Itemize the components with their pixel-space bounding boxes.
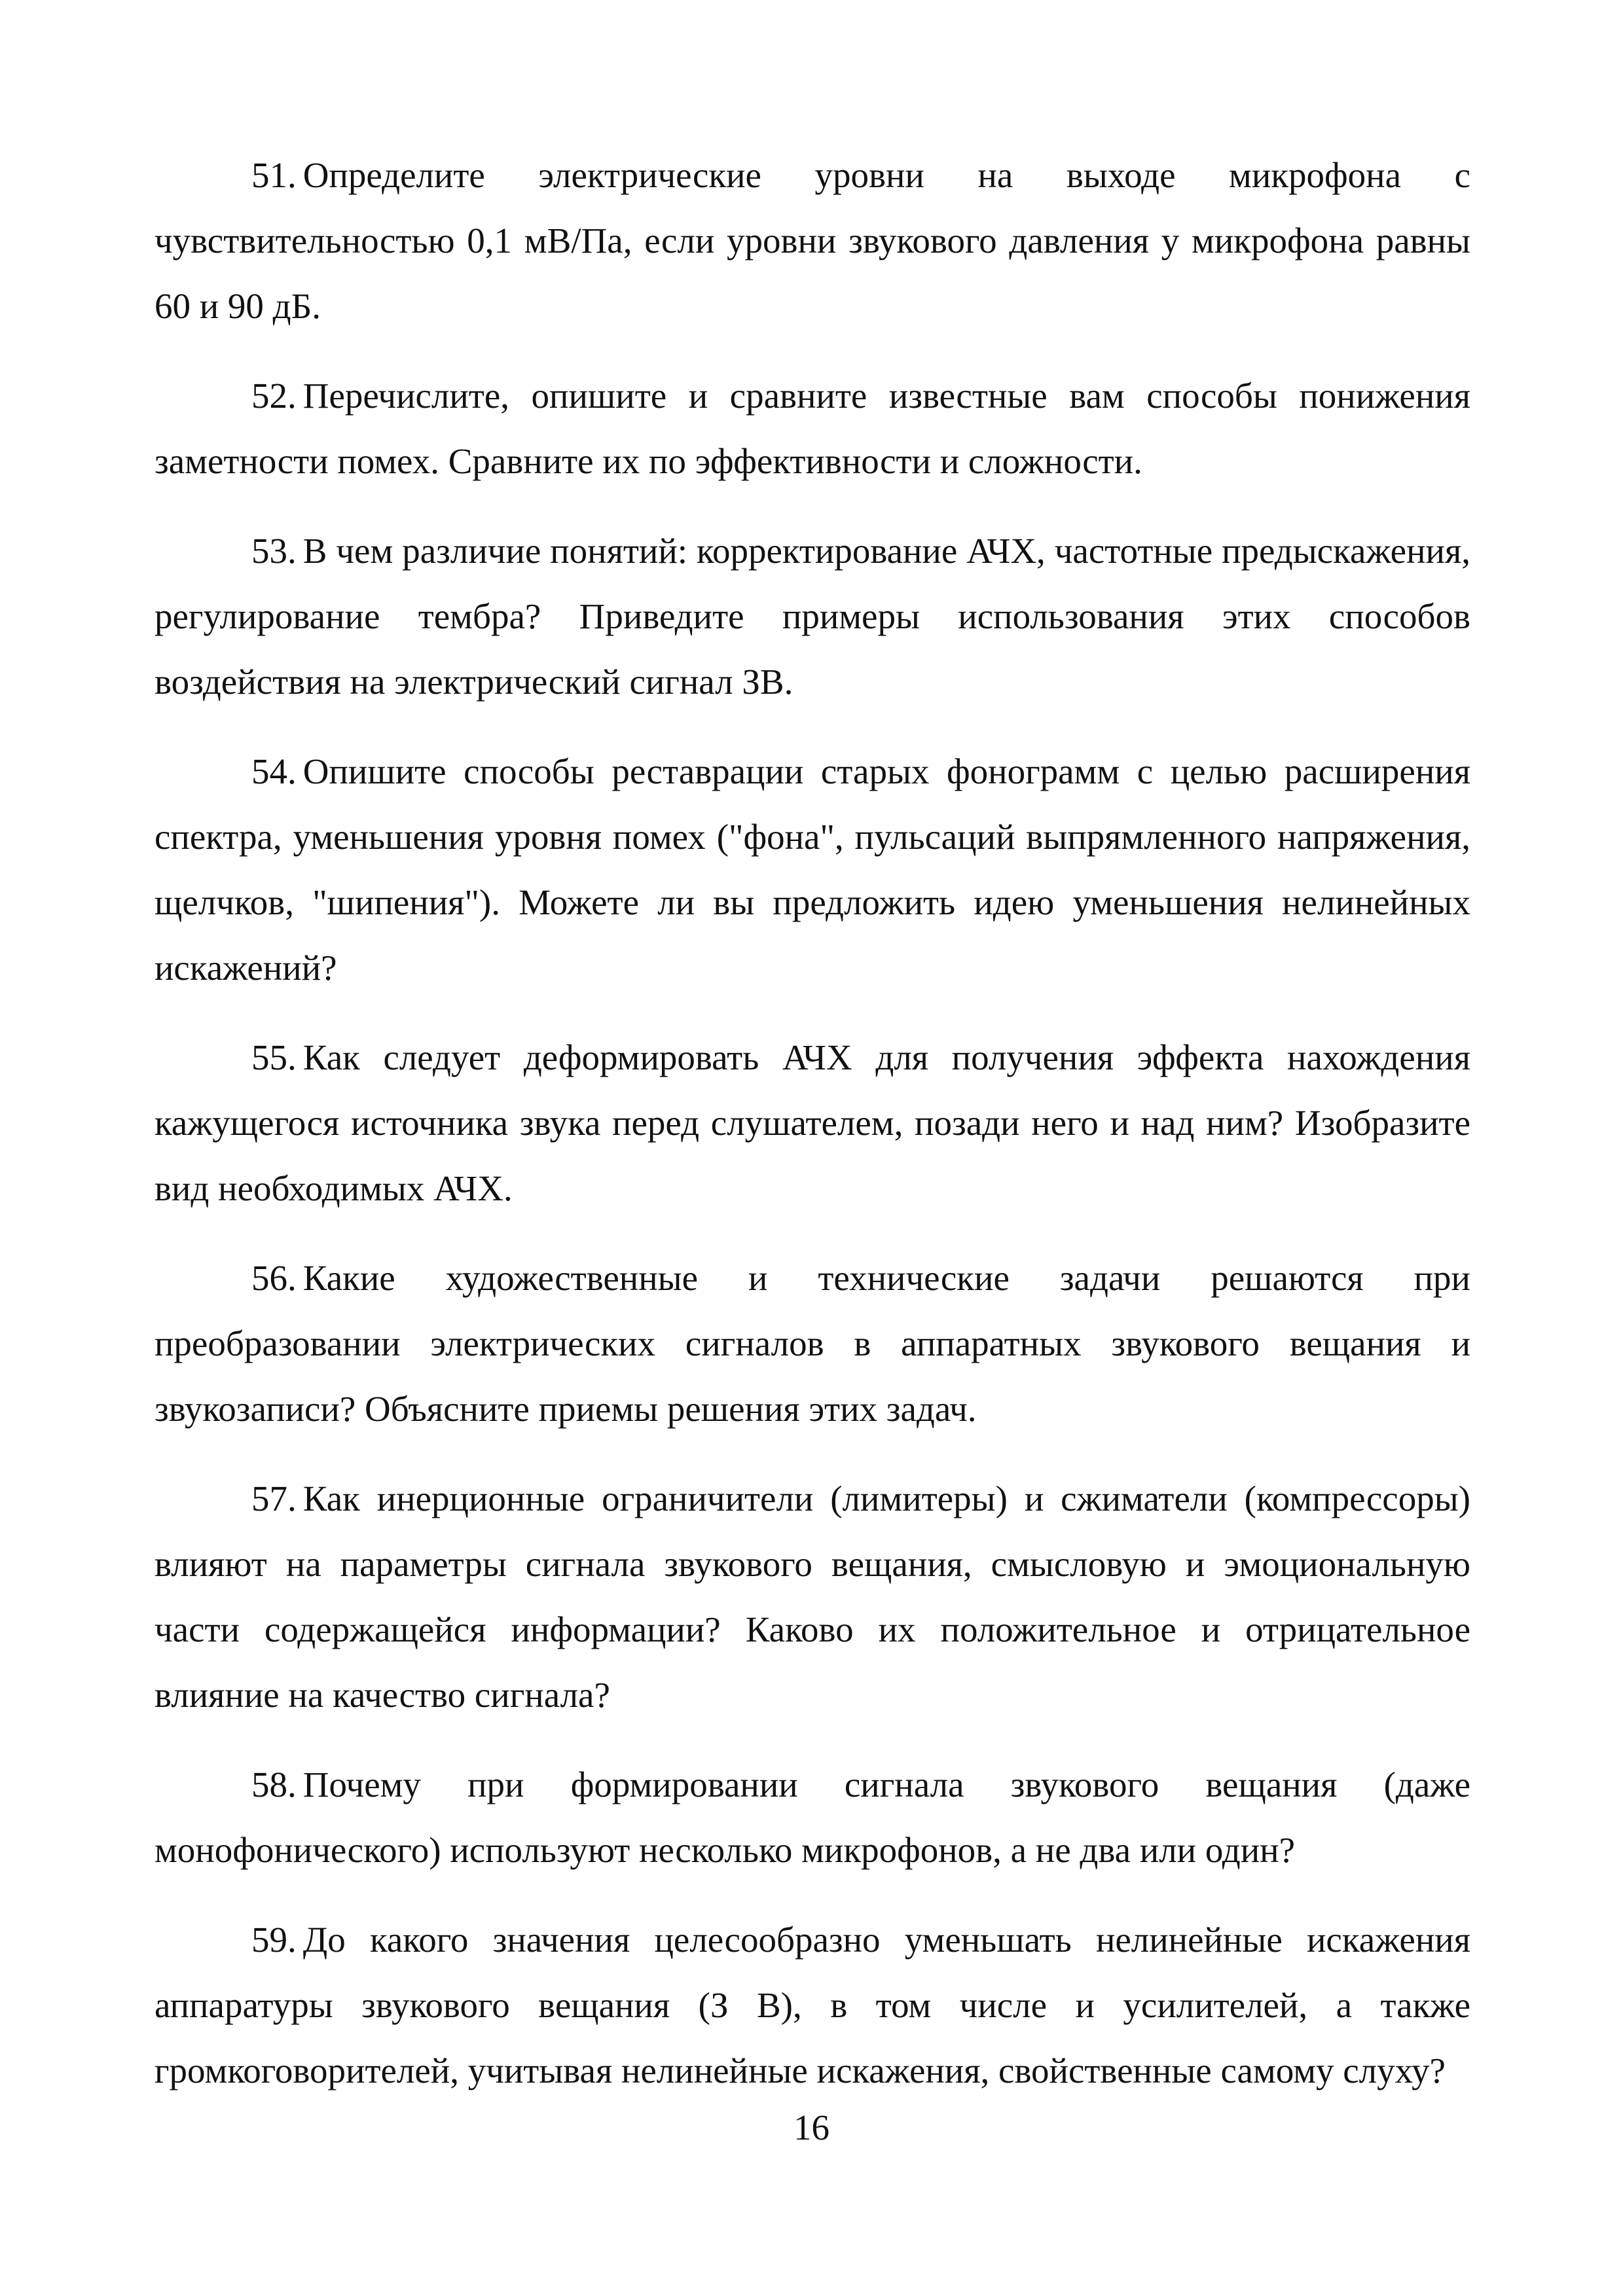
question-58 [155, 1752, 1470, 1883]
question-list [155, 143, 1470, 2128]
question-number: 59. [251, 1920, 297, 1960]
question-54 [155, 739, 1470, 1001]
question-number: 57. [251, 1479, 297, 1518]
question-number: 56. [251, 1258, 297, 1298]
question-57 [155, 1466, 1470, 1728]
question-text: Опишите способы реставрации старых фонограмм с целью расширения спектра, уменьшения уровня помех ("фона", пульсаций выпрямленного напряжения, щелчков, "шипения"). Можете ли вы предложить идею уменьшения нелинейных искажений? [155, 751, 1470, 988]
question-text: Как инерционные ограничители (лимитеры) и сжиматели (компрессоры) влияют на параметры сигнала звукового вещания, смысловую и эмоциональную части содержащейся информации? Каково их положительное и отрицательное влияние на качество сигнала? [155, 1479, 1470, 1715]
question-53 [155, 518, 1470, 715]
question-number: 53. [251, 531, 297, 571]
question-number: 51. [251, 155, 297, 195]
page-number: 16 [793, 2108, 830, 2147]
question-number: 54. [251, 751, 297, 791]
question-text: До какого значения целесообразно уменьшать нелинейные искажения аппаратуры звукового вещания (З В), в том числе и усилителей, а также громкоговорителей, учитывая нелинейные искажения, свойственные самому слуху? [155, 1920, 1470, 2090]
question-text: В чем различие понятий: корректирование АЧХ, частотные предыскажения, регулирование тембра? Приведите примеры использования этих способов воздействия на электрический сигнал ЗВ. [155, 531, 1470, 702]
question-number: 58. [251, 1765, 297, 1804]
question-text: Как следует деформировать АЧХ для получения эффекта нахождения кажущегося источника звука перед слушателем, позади него и над ним? Изобразите вид необходимых АЧХ. [155, 1037, 1470, 1208]
question-56 [155, 1246, 1470, 1442]
question-51 [155, 143, 1470, 339]
question-52 [155, 363, 1470, 494]
question-text: Какие художественные и технические задачи решаются при преобразовании электрических сигналов в аппаратных звукового вещания и звукозаписи? Объясните приемы решения этих задач. [155, 1258, 1470, 1429]
question-text: Перечислите, опишите и сравните известные вам способы понижения заметности помех. Сравните их по эффективности и сложности. [155, 376, 1470, 481]
question-55 [155, 1025, 1470, 1221]
question-number: 55. [251, 1037, 297, 1077]
question-text: Почему при формировании сигнала звукового вещания (даже монофонического) используют несколько микрофонов, а не два или один? [155, 1765, 1470, 1870]
question-number: 52. [251, 376, 297, 416]
question-59 [155, 1907, 1470, 2104]
question-text: Определите электрические уровни на выходе микрофона с чувствительностью 0,1 мВ/Па, если уровни звукового давления у микрофона равны 60 и 90 дБ. [155, 155, 1470, 326]
